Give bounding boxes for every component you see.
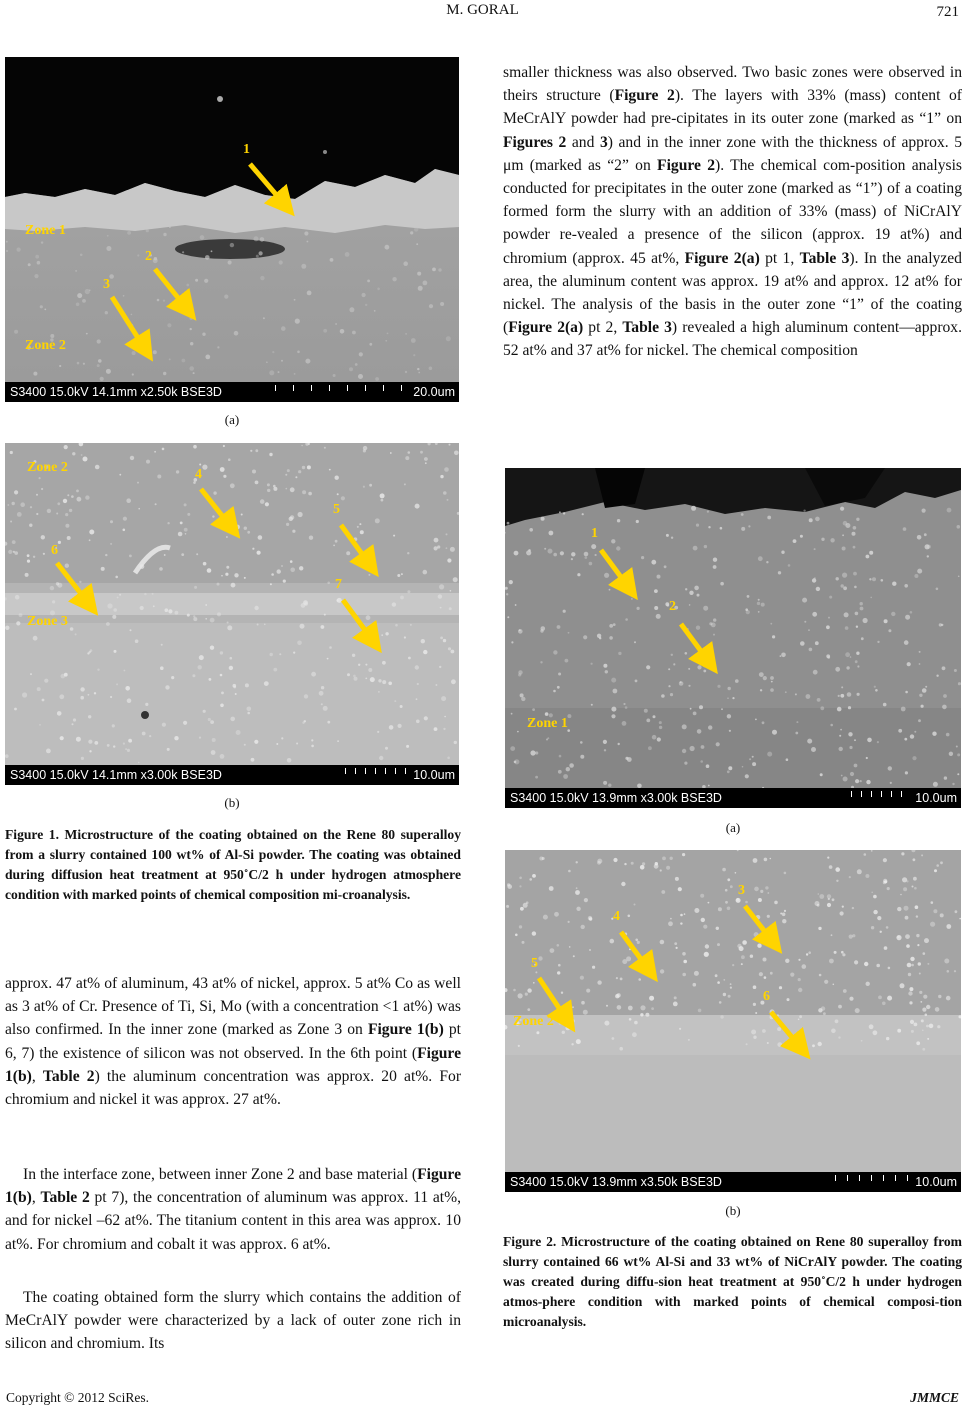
left-paragraph-2: In the interface zone, between inner Zone 2 and base material (Figure 1(b), Table 2 pt 7), the concentration of aluminum was approx. 11 at%, and for nickel –62 at%. The titanium content in this area was approx. 10 at%. For chromium and cobalt it was approx. 6 at%. [5, 1166, 462, 1253]
fig1b-arrow-6 [57, 563, 89, 604]
figure-1b-micrograph [5, 443, 459, 785]
fig1b-point4-label: 4 [195, 467, 202, 482]
left-paragraph-3: The coating obtained form the slurry which contains the addition of MeCrAlY powder were characterized by a lack of outer zone rich in silicon and chromium. Its [5, 1289, 461, 1353]
fig2b-point5-label: 5 [531, 956, 538, 971]
fig1a-arrow-1 [250, 164, 285, 205]
copyright-footer: Copyright © 2012 SciRes. [6, 1390, 150, 1405]
running-header-author: M. GORAL [446, 2, 519, 18]
fig1a-point2-label: 2 [145, 249, 152, 264]
fig1a-zone2-label: Zone 2 [25, 338, 66, 353]
fig1b-sem-params: S3400 15.0kV 14.1mm x3.00k BSE3D [10, 768, 222, 782]
fig2a-arrows [505, 468, 961, 808]
fig1b-point7-label: 7 [335, 577, 342, 592]
fig1b-arrow-7 [343, 600, 373, 641]
figure-2-caption: Figure 2. Microstructure of the coating obtained on Rene 80 superalloy from slurry contained 66 wt% Al-Si and 33 wt% of NiCrAlY powder. The coating was created during diffu-sion heat treatment at 950˚C/2 h under hydrogen atmos-phere condition with marked points of chemical composi-tion microanalysis. [503, 1234, 962, 1329]
ref-table-2: Table 2 [40, 1189, 90, 1207]
fig1a-zone1-label: Zone 1 [25, 223, 66, 238]
right-paragraph: smaller thickness was also observed. Two basic zones were observed in theirs structure (Figure 2). The layers with 33% (mass) content of MeCrAlY powder had pre-cipitates in its outer zone (marked as “1” on Figures 2 and 3) and in the inner zone with the thickness of approx. 5 μm (marked as “2” on Figure 2). The chemical com-position analysis conducted for precipitates in the outer zone (marked as “1”) of a coating formed form the slurry with an addition of 33% (mass) of NiCrAlY powder re-vealed a presence of the silicon (approx. 19 at%) and chromium (approx. 45 at%, Figure 2(a) pt 1, Table 3). In the analyzed area, the aluminum content was approx. 19 at% and approx. 12 at% for nickel. The analysis of the basis in the outer zone “1” of the coating (Figure 2(a) pt 2, Table 3) revealed a high aluminum content—approx. 52 at% and 37 at% for nickel. The chemical composition [503, 64, 962, 360]
fig2b-arrows [505, 850, 961, 1192]
fig1b-point5-label: 5 [333, 502, 340, 517]
fig2a-arrow-1 [601, 550, 629, 588]
fig2b-scale-label: 10.0um [915, 1175, 957, 1189]
fig1b-arrow-5 [341, 525, 370, 565]
fig2b-sem-params: S3400 15.0kV 13.9mm x3.50k BSE3D [510, 1175, 722, 1189]
figure-1a-micrograph [5, 57, 459, 402]
fig2b-zone2-label: Zone 2 [513, 1014, 554, 1029]
fig2a-zone1-label: Zone 1 [527, 716, 568, 731]
figure-1-caption: Figure 1. Microstructure of the coating obtained on the Rene 80 superalloy from a slurry contained 100 wt% of Al-Si powder. The coating was obtained during diffusion heat treatment at 950˚C/2 h under hydrogen atmosphere condition with marked points of chemical composition mi-croanalysis. [5, 827, 461, 902]
fig1b-arrow-4 [201, 489, 231, 527]
fig1b-zone2-label: Zone 2 [27, 460, 68, 475]
fig1b-sem-infobar [5, 765, 459, 785]
fig1a-sem-params: S3400 15.0kV 14.1mm x2.50k BSE3D [10, 385, 222, 399]
fig2b-point3-label: 3 [738, 883, 745, 898]
fig1a-point3-label: 3 [103, 277, 110, 292]
fig1b-point6-label: 6 [51, 543, 58, 558]
ref-figure-1b: Figure 1(b) [367, 1021, 444, 1039]
fig2a-point1-label: 1 [591, 526, 598, 541]
fig2b-arrow-4 [621, 932, 649, 970]
figure-1a-subcaption: (a) [224, 412, 240, 427]
fig1a-arrow-3 [112, 297, 145, 349]
ref-figure-1b: Figure 1(b) [5, 1166, 461, 1207]
figure-2a-subcaption: (a) [725, 820, 741, 835]
journal-footer: JMMCE [910, 1390, 959, 1405]
fig2a-scale-label: 10.0um [915, 791, 957, 805]
ref-figure-1b: Figure 1(b) [5, 1044, 461, 1085]
fig1a-arrow-2 [155, 269, 187, 309]
ref-table-2: Table 2 [42, 1067, 95, 1085]
fig2a-sem-infobar [505, 788, 961, 808]
fig1a-arrows [5, 57, 459, 402]
fig2a-arrow-2 [681, 624, 709, 662]
fig1b-scale-label: 10.0um [413, 768, 455, 782]
left-paragraph-1: approx. 47 at% of aluminum, 43 at% of nickel, approx. 5 at% Co as well as 3 at% of Cr. Presence of Ti, Si, Mo (with a concentration <1 at%) was also confirmed. In the inner zone (marked as Zone 3 on Figure 1(b) pt 6, 7) the existence of silicon was not observed. In the 6th point (Figure 1(b), Table 2) the aluminum concentration was approx. 20 at%. For chromium and nickel it was approx. 27 at%. [5, 975, 462, 1109]
fig2a-sem-params: S3400 15.0kV 13.9mm x3.00k BSE3D [510, 791, 722, 805]
fig2b-point4-label: 4 [613, 909, 620, 924]
page-number: 721 [936, 4, 959, 20]
fig2a-point2-label: 2 [669, 599, 676, 614]
fig2b-arrow-5 [539, 978, 567, 1020]
fig1a-sem-infobar [5, 382, 459, 402]
figure-2a-micrograph [505, 468, 961, 808]
fig1b-arrows [5, 443, 459, 785]
fig2b-sem-infobar [505, 1172, 961, 1192]
fig2b-arrow-3 [745, 906, 773, 942]
figure-1b-subcaption: (b) [224, 795, 240, 810]
fig1a-point1-label: 1 [243, 142, 250, 157]
figure-2b-micrograph [505, 850, 961, 1192]
fig2b-point6-label: 6 [763, 989, 770, 1004]
figure-2b-subcaption: (b) [725, 1203, 741, 1218]
fig2b-arrow-6 [771, 1012, 801, 1048]
fig1b-zone3-label: Zone 3 [27, 614, 68, 629]
fig1a-scale-label: 20.0um [413, 385, 455, 399]
